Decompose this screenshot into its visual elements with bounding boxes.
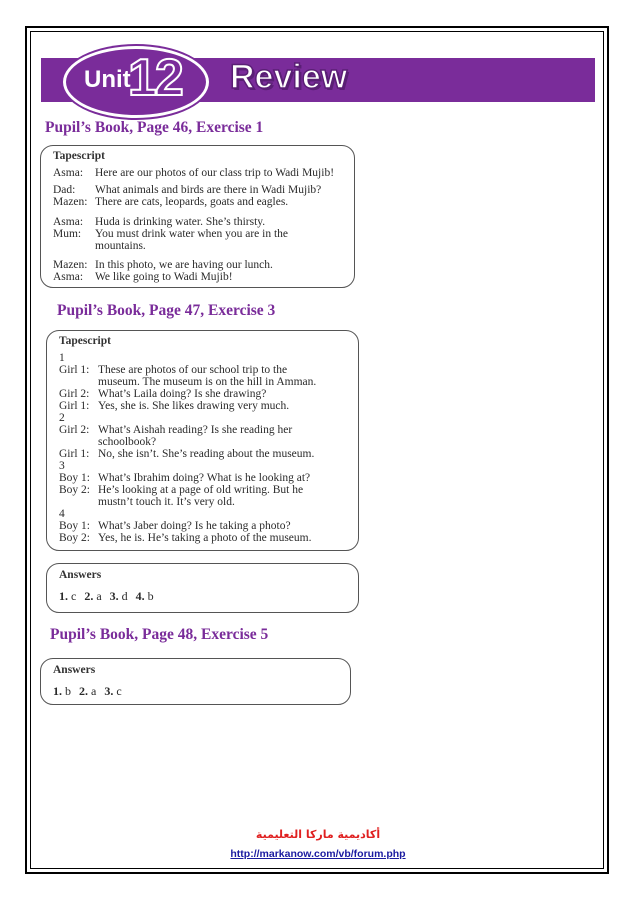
answer-value: c [68, 589, 77, 603]
tapescript-text: museum. The museum is on the hill in Amman. [98, 376, 317, 388]
section3-answers-box [40, 658, 351, 705]
tapescript-speaker: Girl 1: [59, 448, 90, 460]
answer-number: 2. [84, 589, 94, 603]
section3-answers-title: Answers [53, 664, 96, 676]
tapescript-text: These are photos of our school trip to the [98, 364, 288, 376]
tapescript-text: Huda is drinking water. She’s thirsty. [95, 216, 266, 228]
tapescript-text: Here are our photos of our class trip to Wadi Mujib! [95, 167, 335, 179]
section2-answers [59, 589, 162, 604]
tapescript-speaker: 2 [59, 412, 65, 424]
answer-item [59, 589, 76, 603]
section2-answers-title: Answers [59, 569, 102, 581]
tapescript-text: There are cats, leopards, goats and eagles. [95, 196, 289, 208]
tapescript-speaker: Girl 2: [59, 424, 90, 436]
tapescript-speaker: 4 [59, 508, 65, 520]
answer-item [136, 589, 154, 603]
answer-number: 1. [53, 684, 62, 698]
tapescript-speaker: Asma: [53, 271, 84, 283]
tapescript-speaker: Boy 2: [59, 484, 90, 496]
answer-value: b [62, 684, 71, 698]
answer-value: a [93, 589, 102, 603]
section1-tapescript-box [40, 145, 355, 288]
unit-word: Unit [84, 66, 131, 93]
tapescript-text: We like going to Wadi Mujib! [95, 271, 233, 283]
tapescript-text: What’s Aishah reading? Is she reading her [98, 424, 293, 436]
tapescript-text: He’s looking at a page of old writing. But he [98, 484, 304, 496]
tapescript-speaker: Boy 2: [59, 532, 90, 544]
answer-item [84, 589, 101, 603]
answer-item [53, 684, 71, 698]
tapescript-speaker: Mum: [53, 228, 82, 240]
tapescript-speaker: Girl 2: [59, 388, 90, 400]
answer-number: 3. [109, 589, 119, 603]
tapescript-speaker: Asma: [53, 167, 84, 179]
tapescript-speaker: Asma: [53, 216, 84, 228]
answer-number: 1. [59, 589, 68, 603]
tapescript-speaker: Boy 1: [59, 472, 90, 484]
section2-box-title: Tapescript [59, 335, 111, 347]
tapescript-speaker: 3 [59, 460, 65, 472]
tapescript-speaker: Mazen: [53, 259, 88, 271]
tapescript-text: You must drink water when you are in the [95, 228, 289, 240]
tapescript-speaker: 1 [59, 352, 65, 364]
answer-number: 2. [79, 684, 88, 698]
tapescript-text: Yes, she is. She likes drawing very much. [98, 400, 290, 412]
section1-box-title: Tapescript [53, 150, 105, 162]
page-title: Review [230, 58, 348, 96]
footer-link[interactable]: http://markanow.com/vb/forum.php [230, 848, 406, 860]
section1-heading: Pupil’s Book, Page 46, Exercise 1 [45, 119, 264, 136]
tapescript-text: In this photo, we are having our lunch. [95, 259, 273, 271]
answer-item [79, 684, 96, 698]
answer-value: a [88, 684, 97, 698]
section3-heading: Pupil’s Book, Page 48, Exercise 5 [50, 626, 269, 643]
section2-heading: Pupil’s Book, Page 47, Exercise 3 [57, 302, 276, 319]
tapescript-speaker: Dad: [53, 184, 76, 196]
footer-arabic-title: أكاديمية ماركا التعليمية [255, 828, 381, 841]
tapescript-speaker: Boy 1: [59, 520, 90, 532]
tapescript-text: Yes, he is. He’s taking a photo of the museum. [98, 532, 312, 544]
tapescript-text: What’s Laila doing? Is she drawing? [98, 388, 267, 400]
tapescript-text: What’s Ibrahim doing? What is he looking at? [98, 472, 311, 484]
tapescript-speaker: Mazen: [53, 196, 88, 208]
answer-item [110, 589, 128, 603]
tapescript-text: No, she isn’t. She’s reading about the museum. [98, 448, 315, 460]
answer-value: d [118, 589, 128, 603]
tapescript-text: What animals and birds are there in Wadi Mujib? [95, 184, 322, 196]
tapescript-text: mountains. [95, 240, 146, 252]
unit-number: 12 [128, 49, 182, 107]
tapescript-text: schoolbook? [98, 436, 157, 448]
answer-item [104, 684, 121, 698]
tapescript-text: mustn’t touch it. It’s very old. [98, 496, 235, 508]
section2-tapescript-box [46, 330, 359, 551]
answer-value: c [113, 684, 122, 698]
answer-number: 4. [135, 589, 145, 603]
tapescript-speaker: Girl 1: [59, 364, 90, 376]
answer-value: b [144, 589, 154, 603]
tapescript-text: What’s Jaber doing? Is he taking a photo? [98, 520, 291, 532]
section3-answers [53, 684, 130, 699]
tapescript-speaker: Girl 1: [59, 400, 90, 412]
answer-number: 3. [104, 684, 114, 698]
section2-answers-box [46, 563, 359, 613]
